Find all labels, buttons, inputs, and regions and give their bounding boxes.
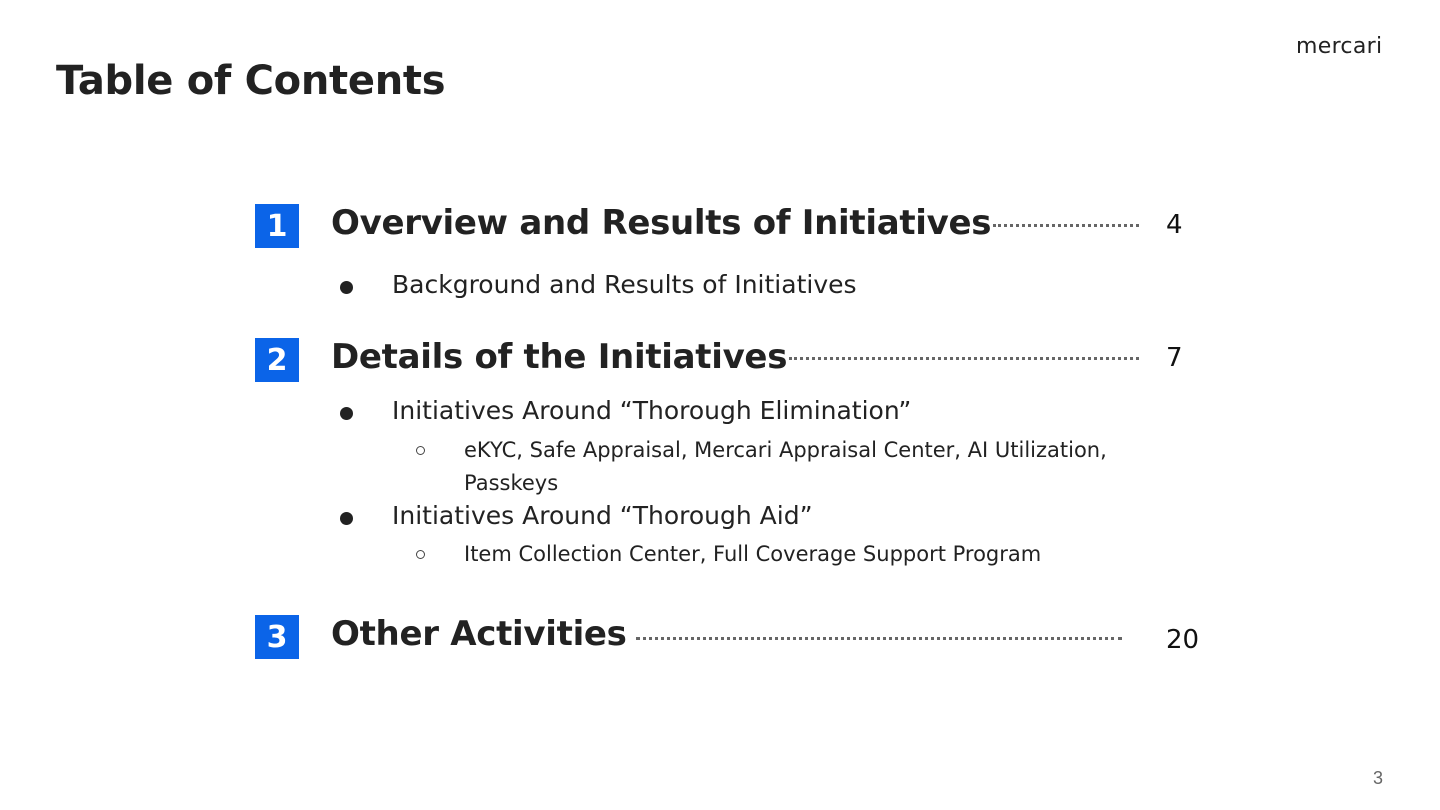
- slide-number: 3: [1372, 768, 1383, 788]
- sub-bullet-icon: [416, 550, 425, 559]
- bullet-icon: [340, 281, 353, 294]
- section-3-number-badge: 3: [255, 615, 299, 659]
- page-title: Table of Contents: [56, 58, 446, 104]
- section-1-item-1: Background and Results of Initiatives: [392, 270, 857, 299]
- section-3-title: Other Activities: [331, 614, 627, 654]
- section-2-dot-leader: [789, 357, 1139, 360]
- section-2-item-1: Initiatives Around “Thorough Elimination”: [392, 396, 912, 425]
- section-2-page-number: 7: [1166, 343, 1183, 373]
- bullet-icon: [340, 407, 353, 420]
- section-3-page-number: 20: [1166, 625, 1200, 655]
- section-2-title: Details of the Initiatives: [331, 337, 788, 377]
- section-2-item-2: Initiatives Around “Thorough Aid”: [392, 501, 813, 530]
- section-1-page-number: 4: [1166, 210, 1183, 240]
- bullet-icon: [340, 512, 353, 525]
- sub-bullet-icon: [416, 446, 425, 455]
- section-1-number-badge: 1: [255, 204, 299, 248]
- section-1-title: Overview and Results of Initiatives: [331, 203, 992, 243]
- mercari-logo: mercari: [1296, 34, 1383, 59]
- section-2-item-2-subitem: Item Collection Center, Full Coverage Support Program: [464, 542, 1042, 566]
- section-2-item-1-subitem: eKYC, Safe Appraisal, Mercari Appraisal Center, AI Utilization, Passkeys: [464, 438, 1107, 495]
- section-1-dot-leader: [993, 224, 1139, 227]
- section-2-number-badge: 2: [255, 338, 299, 382]
- section-3-dot-leader: [636, 637, 1122, 640]
